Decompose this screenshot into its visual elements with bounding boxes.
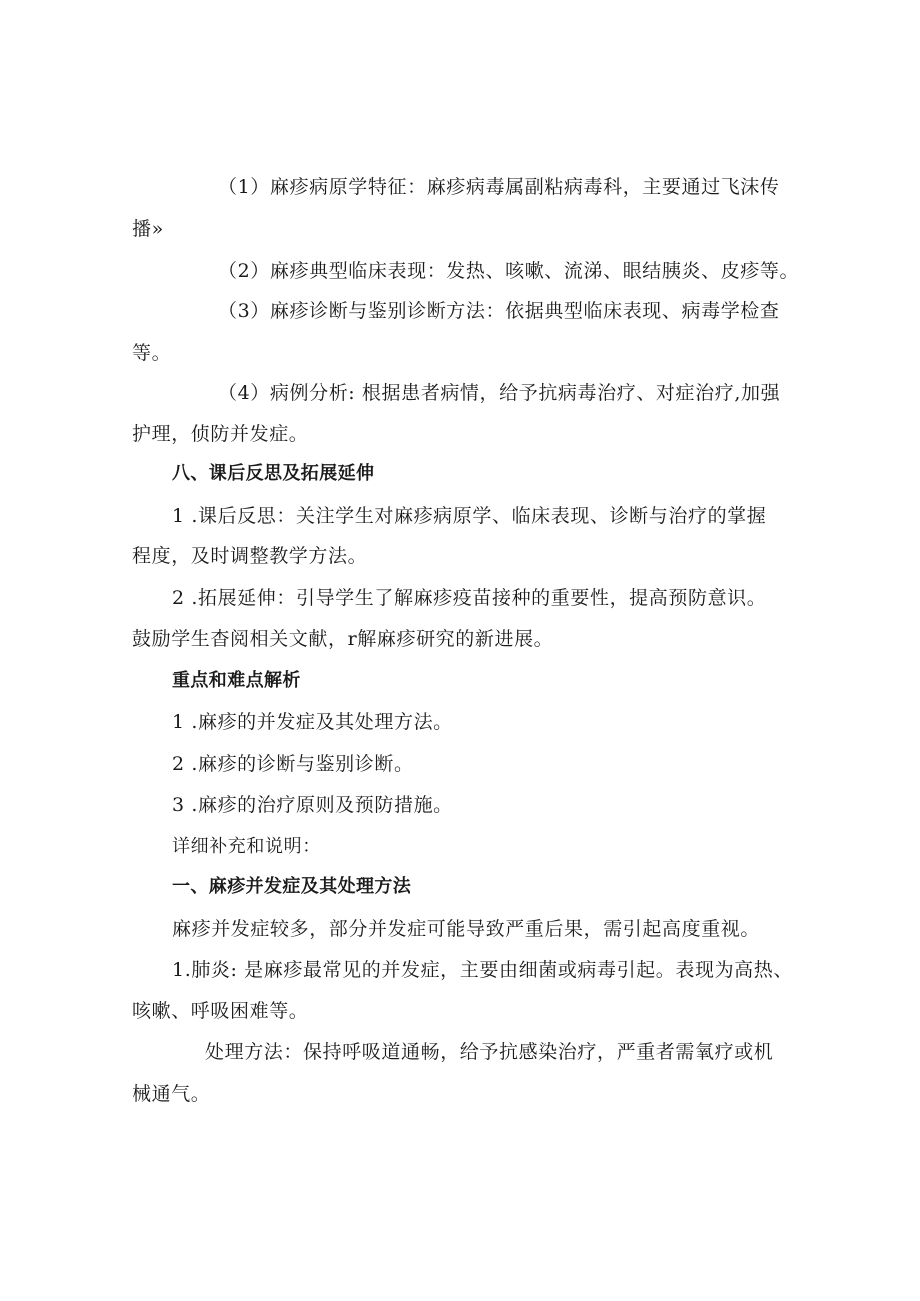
- item1-line2: 播»: [132, 218, 164, 240]
- extend-line2: 鼓励学生杳阅相关文献，r解麻疹研究的新进展。: [132, 628, 554, 650]
- section-heading-1: 一、麻疹并发症及其处理方法: [172, 876, 412, 897]
- item4-line1: （4）病例分析: 根据患者病情，给予抗病毒治疗、对症治疗,加强: [218, 382, 781, 404]
- pneumonia-line2: 咳嗽、呼吸困难等。: [132, 1000, 309, 1022]
- reflect-line2: 程度，及时调整教学方法。: [132, 545, 368, 567]
- treatment-line2: 械通气。: [132, 1083, 211, 1105]
- reflect-line1: 1 .课后反思：关注学生对麻疹病原学、临床表现、诊断与治疗的掌握: [172, 505, 767, 527]
- item3-line2: 等。: [132, 342, 172, 364]
- key-point-1: 1 .麻疹的并发症及其处理方法。: [172, 711, 453, 733]
- pneumonia-line1: 1.肺炎: 是麻疹最常见的并发症，主要由细菌或病毒引起。表现为高热、: [172, 959, 793, 981]
- detail-label: 详细补充和说明：: [172, 836, 321, 857]
- extend-line1: 2 .拓展延伸：引导学生了解麻疹疫苗接种的重要性，提高预防意识。: [172, 587, 767, 609]
- item2: （2）麻疹典型临床表现：发热、咳嗽、流涕、眼结胰炎、皮疹等。: [218, 260, 800, 282]
- key-points-heading: 重点和难点解析: [172, 670, 301, 691]
- item1-line1: （1）麻疹病原学特征：麻疹病毒属副粘病毒科，主要通过飞沫传: [218, 176, 780, 198]
- treatment-line1: 处理方法：保持呼吸道通畅，给予抗感染治疗，严重者需氧疗或机: [205, 1041, 774, 1063]
- item3-line1: （3）麻疹诊断与鉴别诊断方法：依据典型临床表现、病毒学检查: [218, 300, 780, 322]
- section-heading-8: 八、课后反思及拓展延伸: [172, 463, 375, 484]
- complication-intro: 麻疹并发症较多，部分并发症可能导致严重后果，需引起高度重视。: [172, 918, 761, 940]
- key-point-2: 2 .麻疹的诊断与鉴别诊断。: [172, 753, 414, 775]
- item4-line2: 护理，侦防并发症。: [132, 423, 309, 445]
- key-point-3: 3 .麻疹的治疗原则及预防措施。: [172, 794, 453, 816]
